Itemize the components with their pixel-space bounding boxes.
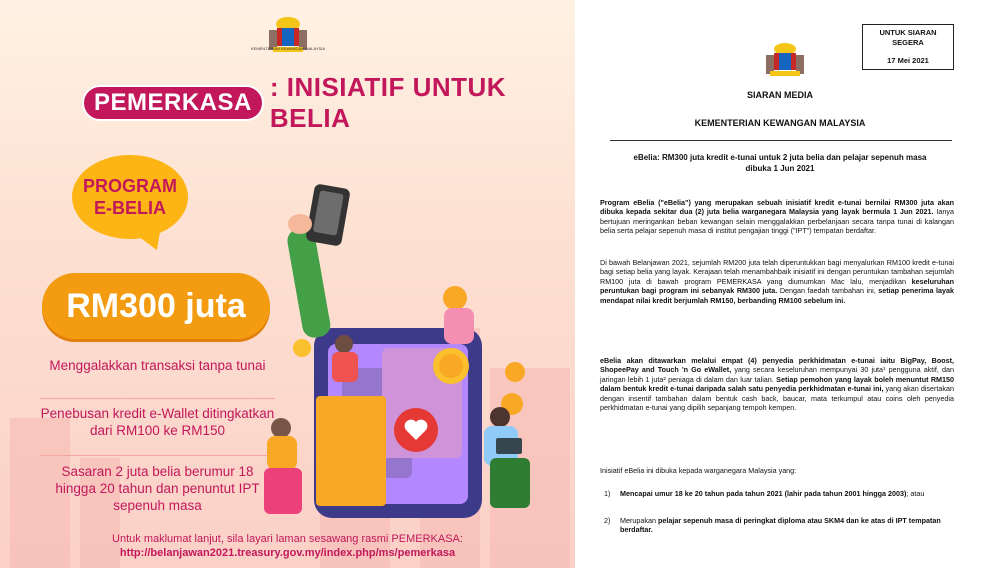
paragraph [600,198,954,236]
divider [610,140,952,141]
paragraph-bold: Program eBelia ("eBelia") yang merupakan sebuah inisiatif kredit e-tunai bernilai RM300 juta akan dibuka kepada sekitar dua (2) juta belia warganegara Malaysia yang layak bermula 1 Jun 2021. [600,198,954,217]
title-rest: : INISIATIF UNTUK BELIA [269,72,507,133]
embargo-line-1: UNTUK SIARAN [879,28,937,37]
ministry-caption: KEMENTERIAN KEWANGAN MALAYSIA [250,46,325,51]
paragraph: Inisiatif eBelia ini dibuka kepada warganegara Malaysia yang: [600,466,797,475]
paragraph-bold: eBelia akan ditawarkan melalui empat (4) penyedia perkhidmatan e-tunai iaitu BigPay, Boost, ShopeePay and Touch 'n Go eWallet, [600,356,954,375]
paragraph-text: yang akan disertakan dengan insentif tambahan dalam bentuk cash back, baucar, mata terkumpul atau coins oleh penyedia perkhidmatan e-tunai yang dipilih sepanjang tempoh kempen. [600,384,954,413]
title-highlight: PEMERKASA [82,85,264,121]
list-number: 1) [604,489,611,498]
paragraph-text: Di bawah Belanjawan 2021, sejumlah RM200 juta telah diperuntukkan bagi menyalurkan RM100 kredit e-tunai bagi setiap belia yang layak. Kerajaan telah menambahbaik inisiatif ini dengan peruntukan tambahan sejumlah RM100 juta di bawah program PEMERKASA yang diumumkan Mac lalu, menjadikan [600,258,954,286]
press-release [580,0,1000,568]
benefit-point: Penebusan kredit e-Wallet ditingkatkan dari RM100 ke RM150 [40,406,275,438]
bubble-line-2: E-BELIA [94,198,166,218]
paragraph [600,258,954,305]
list-bold: Mencapai umur 18 ke 20 tahun pada tahun 2021 (lahir pada tahun 2001 hingga 2003) [620,489,907,498]
bubble-line-1: PROGRAM [83,176,177,196]
paragraph-text: Dengan faedah tambahan ini, [777,286,879,296]
paragraph-bold: Setiap pemohon yang layak boleh menuntut RM150 dalam bentuk kredit e-tunai daripada salah satu penyedia perkhidmatan e-tunai ini, [600,374,954,394]
embargo-date: 17 Mei 2021 [887,56,929,65]
release-headline: eBelia: RM300 juta kredit e-tunai untuk 2 juta belia dan pelajar sepenuh masa dibuka 1 Jun 2021 [633,153,927,173]
list-bold: pelajar sepenuh masa di peringkat diploma atau SKM4 dan ke atas di IPT tempatan berdaftar. [620,516,941,535]
list-number: 2) [604,516,611,525]
benefit-point: Sasaran 2 juta belia berumur 18 hingga 20 tahun dan penuntut IPT sepenuh masa [55,464,260,513]
paragraph-text: yang secara keseluruhan mempunyai 30 juta¹ pengguna aktif, dan jaringan lebih 1 juta² peniaga di dalam dan luar talian. [600,365,954,384]
release-type: SIARAN MEDIA [746,90,813,100]
embargo-line-2: SEGERA [892,38,924,47]
poster-title [82,72,575,133]
embargo-box [862,24,954,70]
amount-badge: RM300 juta [42,273,270,339]
paragraph-bold: keseluruhan peruntukan bagi program ini sebanyak RM300 juta. [600,276,954,296]
coat-of-arms-icon [760,40,810,82]
phone-illustration [262,168,562,528]
paragraph-text: Ianya bertujuan meringankan beban kewangan selain menggalakkan perbelanjaan secara tanpa tunai di kalangan belia serta pelajar sepenuh masa di institut pengajian tinggi ("IPT") tempatan berdaftar. [600,207,954,236]
list-text: ; atau [906,489,925,498]
divider [40,398,275,399]
footer-url: http://belanjawan2021.treasury.gov.my/index.php/ms/pemerkasa [119,547,456,559]
list-text: Merupakan [620,516,658,525]
benefit-point: Menggalakkan transaksi tanpa tunai [49,358,266,373]
paragraph [600,356,954,412]
program-bubble [72,155,188,239]
paragraph-bold: setiap penerima layak mendapat nilai kredit berjumlah RM150, berbanding RM100 sebelum ini. [600,286,954,305]
release-ministry: KEMENTERIAN KEWANGAN MALAYSIA [694,118,866,128]
footer-note: Untuk maklumat lanjut, sila layari laman sesawang rasmi PEMERKASA: [112,533,463,545]
list-item [604,489,954,498]
list-item [604,516,954,535]
divider [40,455,275,456]
coat-of-arms-icon [263,14,313,58]
